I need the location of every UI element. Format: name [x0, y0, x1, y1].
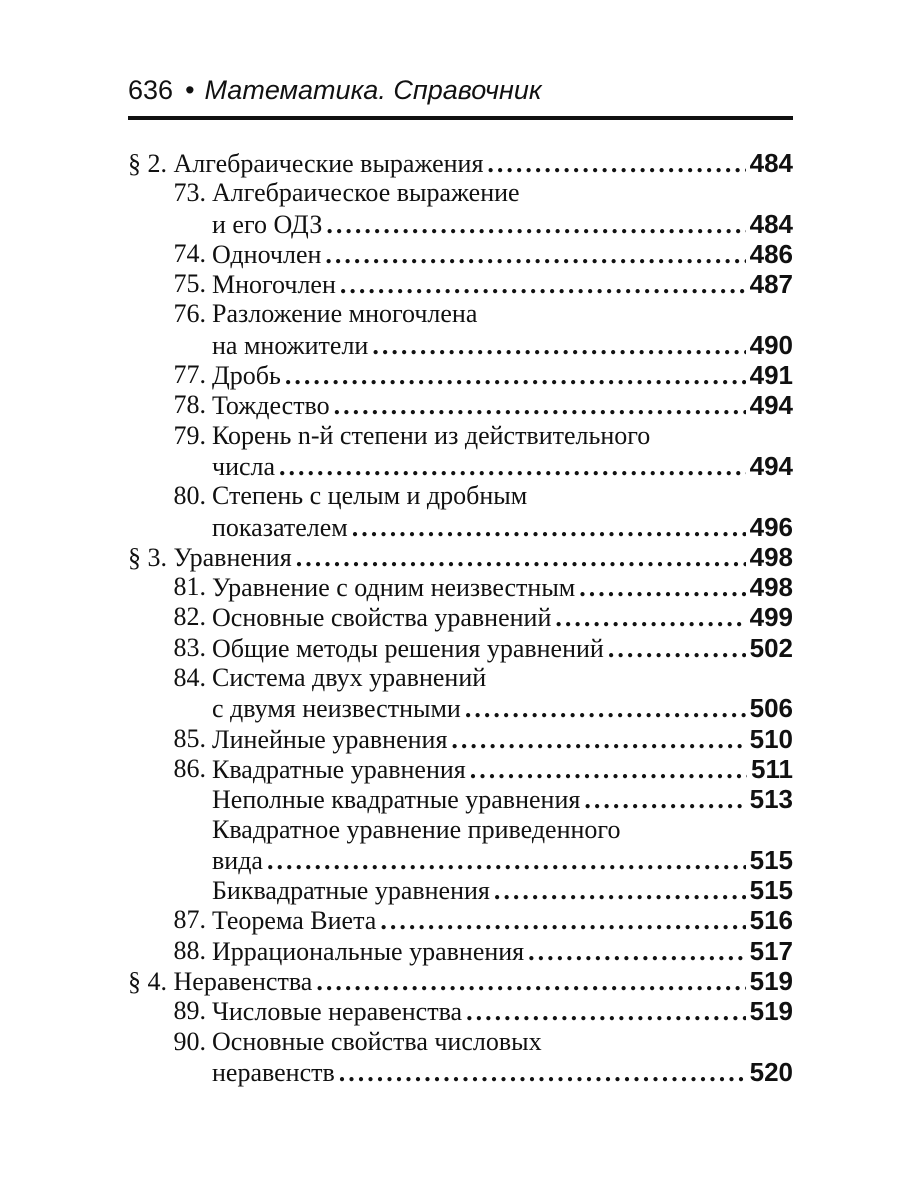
toc-entry-line [128, 390, 793, 420]
toc-entry-title: неравенств [212, 1057, 335, 1087]
dot-leader [579, 573, 745, 603]
toc-entry-title: Иррациональные уравнения [212, 936, 525, 966]
toc-page-number: 506 [749, 693, 793, 724]
toc-entry-line [128, 724, 793, 754]
toc-entry-number: 82. [173, 602, 206, 632]
toc-entry-title: Неполные квадратные уравнения [212, 785, 581, 815]
toc-page-number: 484 [749, 208, 793, 239]
dot-leader [470, 755, 747, 785]
toc-entry-number: 85. [173, 723, 206, 753]
toc-entry-title: показателем [212, 512, 348, 542]
toc-entry-title: Одночлен [212, 239, 322, 269]
toc-entry-line [128, 602, 793, 632]
toc-entry-line [128, 815, 793, 845]
toc-entry-line [128, 209, 793, 239]
toc-entry-title: § 4. Неравенства [128, 967, 313, 997]
toc-entry-title: Квадратные уравнения [212, 754, 466, 784]
toc-entry-line [128, 330, 793, 360]
toc-entry-number: 89. [173, 996, 206, 1026]
toc-entry-title: Корень n-й степени из действительного [212, 420, 651, 450]
toc-entry-title: Линейные уравнения [212, 724, 448, 754]
toc-page-number: 502 [749, 632, 793, 663]
toc-entry-title: Тождество [212, 391, 330, 421]
toc-page-number: 515 [749, 844, 793, 875]
toc-entry-line [128, 936, 793, 966]
toc-entry-title: Числовые неравенства [212, 997, 463, 1027]
table-of-contents [128, 148, 793, 1087]
toc-page-number: 494 [749, 450, 793, 481]
toc-entry-line [128, 663, 793, 693]
dot-leader [279, 452, 746, 482]
toc-page-number: 520 [749, 1056, 793, 1087]
toc-entry-number: 90. [173, 1026, 206, 1056]
toc-page-number: 515 [749, 875, 793, 906]
toc-entry-line [128, 905, 793, 935]
toc-entry-title: Система двух уравнений [212, 663, 487, 693]
toc-entry-line [128, 966, 793, 996]
toc-page-number: 519 [749, 996, 793, 1027]
toc-page-number: 498 [749, 541, 793, 572]
dot-leader [466, 997, 746, 1027]
toc-page-number: 517 [749, 935, 793, 966]
toc-entry-number: 74. [173, 238, 206, 268]
dot-leader [372, 331, 745, 361]
toc-entry-title: Основные свойства числовых [212, 1026, 542, 1056]
toc-entry-title: Биквадратные уравнения [212, 876, 490, 906]
toc-entry-line [128, 754, 793, 784]
toc-entry-line [128, 360, 793, 390]
toc-entry-line [128, 996, 793, 1026]
toc-page-number: 490 [749, 329, 793, 360]
toc-entry-title: Многочлен [212, 270, 336, 300]
header-rule [128, 116, 793, 120]
running-header [128, 70, 793, 110]
dot-leader [285, 361, 746, 391]
toc-entry-line [128, 481, 793, 511]
toc-page-number: 511 [751, 753, 793, 784]
toc-page-number: 499 [749, 602, 793, 633]
dot-leader [267, 846, 746, 876]
toc-entry-line [128, 845, 793, 875]
toc-entry-title: вида [212, 845, 263, 875]
toc-entry-title: Основные свойства уравнений [212, 603, 552, 633]
toc-entry-line [128, 178, 793, 208]
toc-entry-line [128, 512, 793, 542]
dot-leader [339, 1058, 746, 1088]
toc-entry-title: § 3. Уравнения [128, 542, 292, 572]
dot-leader [316, 967, 745, 997]
toc-entry-number: 73. [173, 178, 206, 208]
toc-entry-number: 80. [173, 481, 206, 511]
dot-leader [584, 785, 745, 815]
toc-entry-title: Степень с целым и дробным [212, 481, 528, 511]
toc-entry-line [128, 784, 793, 814]
dot-leader [494, 876, 746, 906]
toc-entry-number: 87. [173, 905, 206, 935]
toc-entry-title: Теорема Виета [212, 906, 377, 936]
toc-entry-line [128, 148, 793, 178]
dot-leader [380, 906, 745, 936]
toc-entry-number: 76. [173, 299, 206, 329]
toc-entry-title: Общие методы решения уравнений [212, 633, 604, 663]
toc-entry-line [128, 633, 793, 663]
toc-entry-title: числа [212, 451, 276, 481]
dot-leader [352, 513, 746, 543]
toc-page-number: 498 [749, 572, 793, 603]
toc-page-number: 491 [749, 360, 793, 391]
toc-entry-line [128, 1057, 793, 1087]
header-bullet: • [185, 75, 195, 105]
toc-entry-line [128, 451, 793, 481]
dot-leader [608, 634, 746, 664]
dot-leader [528, 937, 745, 967]
toc-page-number: 516 [749, 905, 793, 936]
toc-page-number: 519 [749, 966, 793, 997]
toc-entry-number: 75. [173, 269, 206, 299]
toc-entry-title: Уравнение с одним неизвестным [212, 573, 576, 603]
toc-entry-number: 81. [173, 572, 206, 602]
toc-entry-line [128, 269, 793, 299]
dot-leader [325, 240, 745, 270]
toc-entry-title: на множители [212, 330, 369, 360]
toc-entry-title: с двумя неизвестными [212, 694, 461, 724]
toc-page-number: 494 [749, 390, 793, 421]
toc-page-number: 486 [749, 238, 793, 269]
dot-leader [296, 543, 746, 573]
toc-entry-line [128, 875, 793, 905]
toc-entry-number: 83. [173, 632, 206, 662]
toc-entry-title: Квадратное уравнение приведенного [212, 814, 621, 844]
toc-entry-title: Алгебраическое выражение [212, 178, 520, 208]
toc-entry-line [128, 693, 793, 723]
book-title: Математика. Справочник [204, 75, 542, 105]
toc-entry-number: 86. [173, 753, 206, 783]
toc-entry-line [128, 239, 793, 269]
toc-page-number: 513 [749, 784, 793, 815]
toc-entry-title: Разложение многочлена [212, 299, 478, 329]
toc-entry-number: 77. [173, 360, 206, 390]
dot-leader [451, 725, 745, 755]
dot-leader [555, 603, 745, 633]
dot-leader [326, 210, 745, 240]
toc-entry-line [128, 572, 793, 602]
toc-entry-number: 79. [173, 420, 206, 450]
toc-page-number: 487 [749, 269, 793, 300]
toc-entry-line [128, 1027, 793, 1057]
toc-page-number: 484 [749, 148, 793, 178]
dot-leader [334, 391, 746, 421]
toc-entry-line [128, 542, 793, 572]
toc-entry-number: 88. [173, 935, 206, 965]
toc-entry-number: 84. [173, 663, 206, 693]
toc-entry-line [128, 421, 793, 451]
toc-entry-title: Дробь [212, 361, 281, 391]
toc-entry-line [128, 299, 793, 329]
toc-page-number: 510 [749, 723, 793, 754]
toc-page-number: 496 [749, 511, 793, 542]
dot-leader [487, 149, 745, 179]
toc-entry-title: и его ОДЗ [212, 209, 323, 239]
dot-leader [465, 694, 746, 724]
dot-leader [340, 270, 746, 300]
page-number: 636 [128, 75, 174, 105]
toc-entry-title: § 2. Алгебраические выражения [128, 149, 484, 178]
toc-entry-number: 78. [173, 390, 206, 420]
